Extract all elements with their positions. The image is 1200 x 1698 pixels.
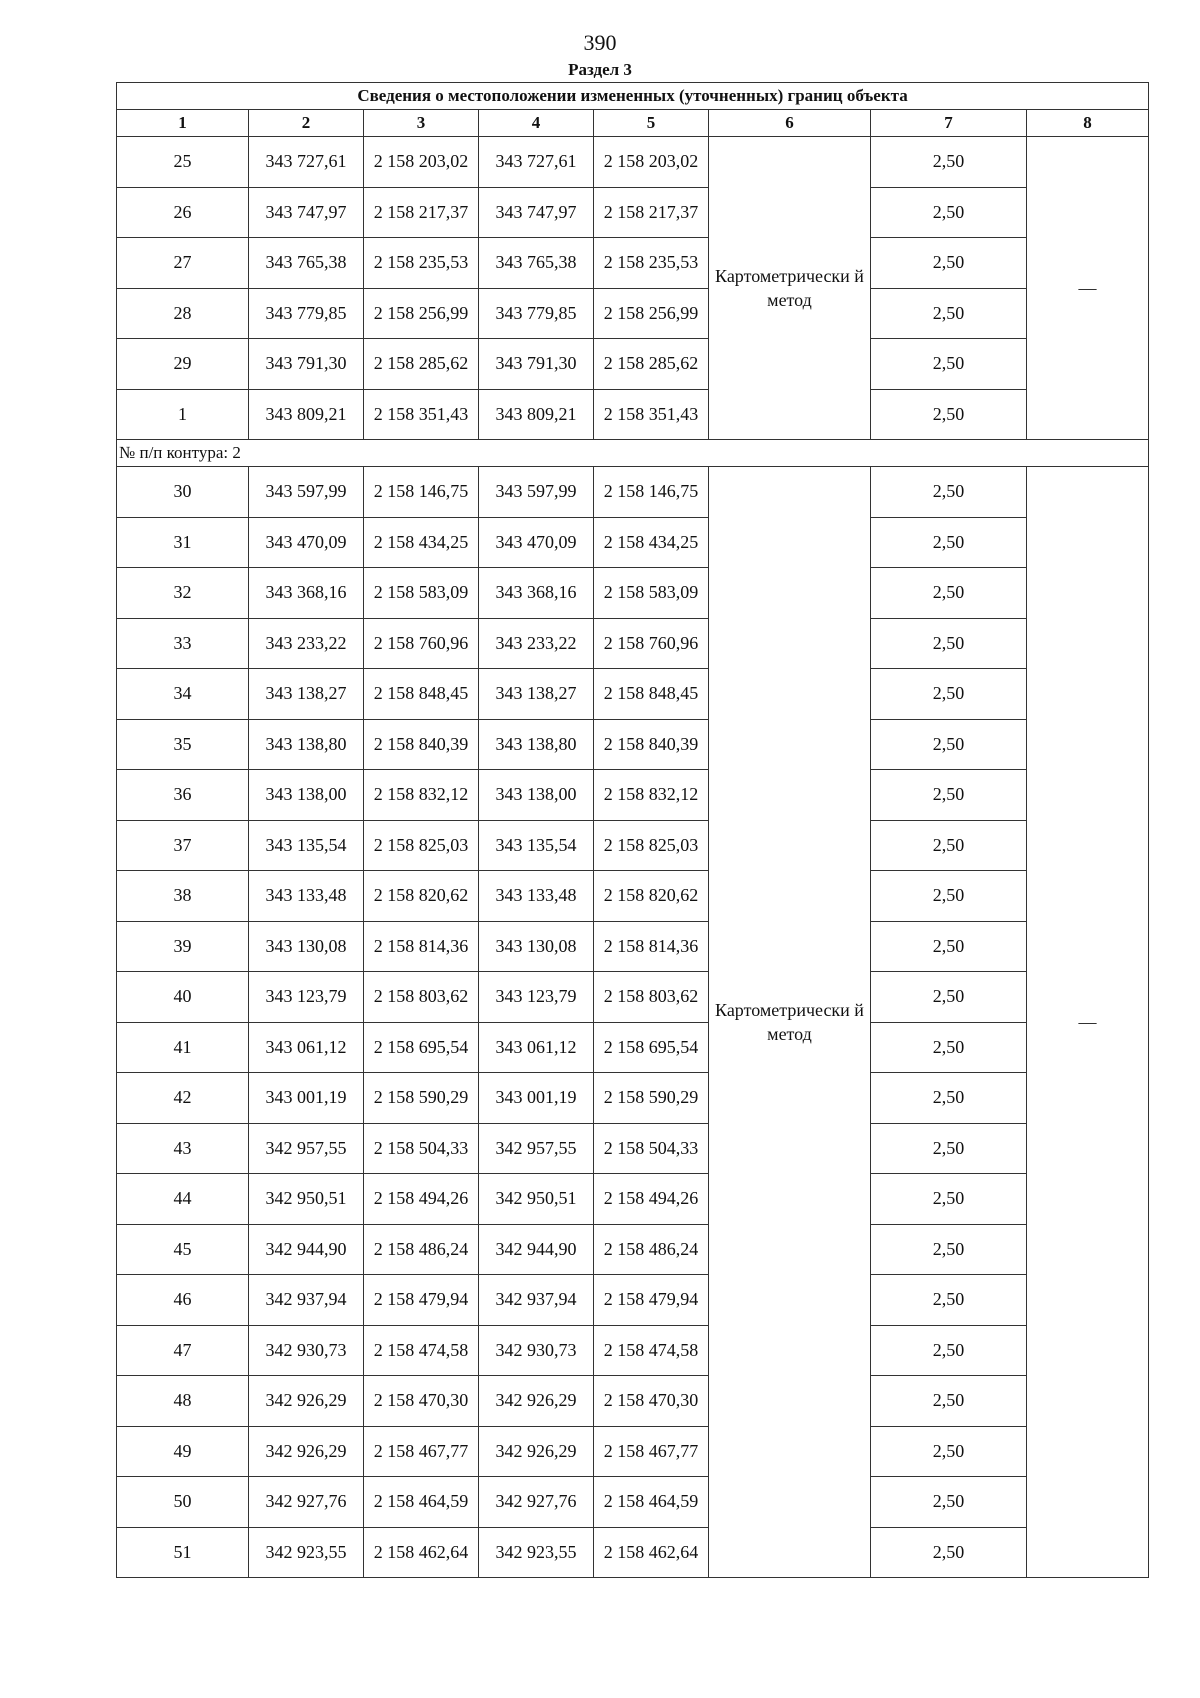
point-number: 39 <box>117 921 249 972</box>
y-new: 2 158 351,43 <box>594 389 709 440</box>
x-new: 342 926,29 <box>479 1426 594 1477</box>
x-new: 343 597,99 <box>479 467 594 518</box>
precision-value: 2,50 <box>871 389 1027 440</box>
y-old: 2 158 820,62 <box>364 871 479 922</box>
precision-value: 2,50 <box>871 1477 1027 1528</box>
contour-label: № п/п контура: 2 <box>117 440 1149 467</box>
x-old: 343 791,30 <box>249 339 364 390</box>
x-old: 342 957,55 <box>249 1123 364 1174</box>
y-old: 2 158 217,37 <box>364 187 479 238</box>
x-old: 343 138,80 <box>249 719 364 770</box>
x-old: 343 130,08 <box>249 921 364 972</box>
y-old: 2 158 825,03 <box>364 820 479 871</box>
y-old: 2 158 462,64 <box>364 1527 479 1578</box>
precision-value: 2,50 <box>871 1325 1027 1376</box>
table-row <box>117 618 1149 669</box>
x-old: 342 950,51 <box>249 1174 364 1225</box>
point-number: 36 <box>117 770 249 821</box>
x-old: 342 926,29 <box>249 1426 364 1477</box>
x-new: 343 138,00 <box>479 770 594 821</box>
table-row <box>117 871 1149 922</box>
y-new: 2 158 825,03 <box>594 820 709 871</box>
point-number: 49 <box>117 1426 249 1477</box>
table-row <box>117 187 1149 238</box>
point-number: 28 <box>117 288 249 339</box>
precision-value: 2,50 <box>871 1174 1027 1225</box>
table-row <box>117 1073 1149 1124</box>
x-old: 342 927,76 <box>249 1477 364 1528</box>
x-old: 343 123,79 <box>249 972 364 1023</box>
y-old: 2 158 583,09 <box>364 568 479 619</box>
x-old: 343 233,22 <box>249 618 364 669</box>
point-number: 25 <box>117 137 249 188</box>
x-old: 343 597,99 <box>249 467 364 518</box>
x-old: 343 133,48 <box>249 871 364 922</box>
y-new: 2 158 256,99 <box>594 288 709 339</box>
x-new: 343 001,19 <box>479 1073 594 1124</box>
page-number: 390 <box>583 30 617 55</box>
y-new: 2 158 840,39 <box>594 719 709 770</box>
precision-value: 2,50 <box>871 467 1027 518</box>
y-new: 2 158 803,62 <box>594 972 709 1023</box>
x-new: 343 061,12 <box>479 1022 594 1073</box>
y-new: 2 158 462,64 <box>594 1527 709 1578</box>
column-header: 7 <box>871 110 1027 137</box>
table-row <box>117 568 1149 619</box>
table-row <box>117 1224 1149 1275</box>
y-new: 2 158 583,09 <box>594 568 709 619</box>
y-new: 2 158 285,62 <box>594 339 709 390</box>
x-new: 343 138,80 <box>479 719 594 770</box>
method-cell: Картометрически й метод <box>709 467 871 1578</box>
x-old: 343 765,38 <box>249 238 364 289</box>
point-number: 32 <box>117 568 249 619</box>
table-row <box>117 517 1149 568</box>
x-new: 342 937,94 <box>479 1275 594 1326</box>
x-new: 343 138,27 <box>479 669 594 720</box>
precision-value: 2,50 <box>871 1376 1027 1427</box>
x-new: 343 135,54 <box>479 820 594 871</box>
x-old: 342 944,90 <box>249 1224 364 1275</box>
y-old: 2 158 760,96 <box>364 618 479 669</box>
y-new: 2 158 434,25 <box>594 517 709 568</box>
column-header: 3 <box>364 110 479 137</box>
y-old: 2 158 840,39 <box>364 719 479 770</box>
y-new: 2 158 217,37 <box>594 187 709 238</box>
x-new: 342 930,73 <box>479 1325 594 1376</box>
column-header: 6 <box>709 110 871 137</box>
table-row <box>117 1275 1149 1326</box>
y-old: 2 158 474,58 <box>364 1325 479 1376</box>
y-new: 2 158 146,75 <box>594 467 709 518</box>
table-row <box>117 972 1149 1023</box>
y-old: 2 158 467,77 <box>364 1426 479 1477</box>
table-row <box>117 1325 1149 1376</box>
precision-value: 2,50 <box>871 187 1027 238</box>
x-new: 343 133,48 <box>479 871 594 922</box>
point-number: 26 <box>117 187 249 238</box>
table-row <box>117 288 1149 339</box>
precision-value: 2,50 <box>871 820 1027 871</box>
point-number: 45 <box>117 1224 249 1275</box>
y-old: 2 158 470,30 <box>364 1376 479 1427</box>
x-new: 343 809,21 <box>479 389 594 440</box>
x-new: 342 926,29 <box>479 1376 594 1427</box>
table-row <box>117 137 1149 188</box>
point-number: 34 <box>117 669 249 720</box>
x-old: 343 779,85 <box>249 288 364 339</box>
column-header: 2 <box>249 110 364 137</box>
point-number: 43 <box>117 1123 249 1174</box>
table-row <box>117 467 1149 518</box>
x-new: 343 747,97 <box>479 187 594 238</box>
point-number: 37 <box>117 820 249 871</box>
point-number: 31 <box>117 517 249 568</box>
x-old: 342 926,29 <box>249 1376 364 1427</box>
x-new: 342 923,55 <box>479 1527 594 1578</box>
table-row <box>117 820 1149 871</box>
x-old: 343 809,21 <box>249 389 364 440</box>
precision-value: 2,50 <box>871 1527 1027 1578</box>
point-number: 27 <box>117 238 249 289</box>
point-number: 47 <box>117 1325 249 1376</box>
y-new: 2 158 848,45 <box>594 669 709 720</box>
precision-value: 2,50 <box>871 1426 1027 1477</box>
y-old: 2 158 494,26 <box>364 1174 479 1225</box>
x-old: 342 937,94 <box>249 1275 364 1326</box>
x-new: 343 123,79 <box>479 972 594 1023</box>
precision-value: 2,50 <box>871 137 1027 188</box>
table-row <box>117 1123 1149 1174</box>
y-old: 2 158 486,24 <box>364 1224 479 1275</box>
x-new: 343 470,09 <box>479 517 594 568</box>
x-old: 342 930,73 <box>249 1325 364 1376</box>
table-row <box>117 770 1149 821</box>
contour-label-row <box>117 440 1149 467</box>
table-row <box>117 1174 1149 1225</box>
y-new: 2 158 760,96 <box>594 618 709 669</box>
x-new: 343 130,08 <box>479 921 594 972</box>
point-number: 41 <box>117 1022 249 1073</box>
precision-value: 2,50 <box>871 719 1027 770</box>
point-number: 46 <box>117 1275 249 1326</box>
y-new: 2 158 464,59 <box>594 1477 709 1528</box>
table-row <box>117 719 1149 770</box>
y-new: 2 158 479,94 <box>594 1275 709 1326</box>
x-new: 342 950,51 <box>479 1174 594 1225</box>
point-number: 48 <box>117 1376 249 1427</box>
x-new: 343 779,85 <box>479 288 594 339</box>
x-new: 343 765,38 <box>479 238 594 289</box>
x-old: 343 138,27 <box>249 669 364 720</box>
table-row <box>117 238 1149 289</box>
x-new: 343 368,16 <box>479 568 594 619</box>
column-header: 1 <box>117 110 249 137</box>
table-row <box>117 1477 1149 1528</box>
y-old: 2 158 351,43 <box>364 389 479 440</box>
y-old: 2 158 832,12 <box>364 770 479 821</box>
y-old: 2 158 146,75 <box>364 467 479 518</box>
column-8-value: — <box>1027 137 1149 440</box>
x-old: 343 135,54 <box>249 820 364 871</box>
method-cell: Картометрически й метод <box>709 137 871 440</box>
precision-value: 2,50 <box>871 1275 1027 1326</box>
table-row <box>117 1527 1149 1578</box>
precision-value: 2,50 <box>871 770 1027 821</box>
x-new: 343 727,61 <box>479 137 594 188</box>
y-old: 2 158 464,59 <box>364 1477 479 1528</box>
y-new: 2 158 814,36 <box>594 921 709 972</box>
y-new: 2 158 474,58 <box>594 1325 709 1376</box>
section-title: Раздел 3 <box>568 60 632 79</box>
column-8-value: — <box>1027 467 1149 1578</box>
precision-value: 2,50 <box>871 921 1027 972</box>
table-row <box>117 1376 1149 1427</box>
x-old: 343 001,19 <box>249 1073 364 1124</box>
x-new: 342 927,76 <box>479 1477 594 1528</box>
column-header: 4 <box>479 110 594 137</box>
x-old: 343 747,97 <box>249 187 364 238</box>
precision-value: 2,50 <box>871 568 1027 619</box>
y-old: 2 158 434,25 <box>364 517 479 568</box>
table-row <box>117 1022 1149 1073</box>
point-number: 40 <box>117 972 249 1023</box>
y-new: 2 158 820,62 <box>594 871 709 922</box>
y-old: 2 158 803,62 <box>364 972 479 1023</box>
precision-value: 2,50 <box>871 1123 1027 1174</box>
y-old: 2 158 285,62 <box>364 339 479 390</box>
x-old: 343 368,16 <box>249 568 364 619</box>
column-number-row <box>117 110 1149 137</box>
table-row <box>117 339 1149 390</box>
y-new: 2 158 470,30 <box>594 1376 709 1427</box>
y-new: 2 158 203,02 <box>594 137 709 188</box>
x-old: 342 923,55 <box>249 1527 364 1578</box>
x-new: 343 791,30 <box>479 339 594 390</box>
precision-value: 2,50 <box>871 1224 1027 1275</box>
y-new: 2 158 590,29 <box>594 1073 709 1124</box>
table-row <box>117 669 1149 720</box>
y-old: 2 158 256,99 <box>364 288 479 339</box>
table-caption: Сведения о местоположении измененных (уточненных) границ объекта <box>117 83 1149 110</box>
precision-value: 2,50 <box>871 339 1027 390</box>
x-old: 343 470,09 <box>249 517 364 568</box>
y-new: 2 158 494,26 <box>594 1174 709 1225</box>
point-number: 44 <box>117 1174 249 1225</box>
point-number: 51 <box>117 1527 249 1578</box>
x-new: 342 944,90 <box>479 1224 594 1275</box>
y-old: 2 158 479,94 <box>364 1275 479 1326</box>
y-old: 2 158 590,29 <box>364 1073 479 1124</box>
point-number: 29 <box>117 339 249 390</box>
precision-value: 2,50 <box>871 1073 1027 1124</box>
point-number: 30 <box>117 467 249 518</box>
column-header: 5 <box>594 110 709 137</box>
y-old: 2 158 203,02 <box>364 137 479 188</box>
point-number: 35 <box>117 719 249 770</box>
y-old: 2 158 695,54 <box>364 1022 479 1073</box>
precision-value: 2,50 <box>871 618 1027 669</box>
y-new: 2 158 695,54 <box>594 1022 709 1073</box>
point-number: 42 <box>117 1073 249 1124</box>
x-new: 343 233,22 <box>479 618 594 669</box>
boundary-coordinates-table <box>116 82 1149 1578</box>
y-old: 2 158 235,53 <box>364 238 479 289</box>
x-old: 343 727,61 <box>249 137 364 188</box>
table-row <box>117 389 1149 440</box>
y-old: 2 158 848,45 <box>364 669 479 720</box>
y-old: 2 158 814,36 <box>364 921 479 972</box>
table-row <box>117 921 1149 972</box>
x-old: 343 061,12 <box>249 1022 364 1073</box>
point-number: 33 <box>117 618 249 669</box>
point-number: 38 <box>117 871 249 922</box>
precision-value: 2,50 <box>871 1022 1027 1073</box>
point-number: 1 <box>117 389 249 440</box>
precision-value: 2,50 <box>871 871 1027 922</box>
point-number: 50 <box>117 1477 249 1528</box>
y-old: 2 158 504,33 <box>364 1123 479 1174</box>
precision-value: 2,50 <box>871 669 1027 720</box>
table-row <box>117 1426 1149 1477</box>
precision-value: 2,50 <box>871 238 1027 289</box>
precision-value: 2,50 <box>871 288 1027 339</box>
y-new: 2 158 504,33 <box>594 1123 709 1174</box>
y-new: 2 158 486,24 <box>594 1224 709 1275</box>
column-header: 8 <box>1027 110 1149 137</box>
x-new: 342 957,55 <box>479 1123 594 1174</box>
y-new: 2 158 235,53 <box>594 238 709 289</box>
precision-value: 2,50 <box>871 972 1027 1023</box>
y-new: 2 158 832,12 <box>594 770 709 821</box>
precision-value: 2,50 <box>871 517 1027 568</box>
y-new: 2 158 467,77 <box>594 1426 709 1477</box>
x-old: 343 138,00 <box>249 770 364 821</box>
